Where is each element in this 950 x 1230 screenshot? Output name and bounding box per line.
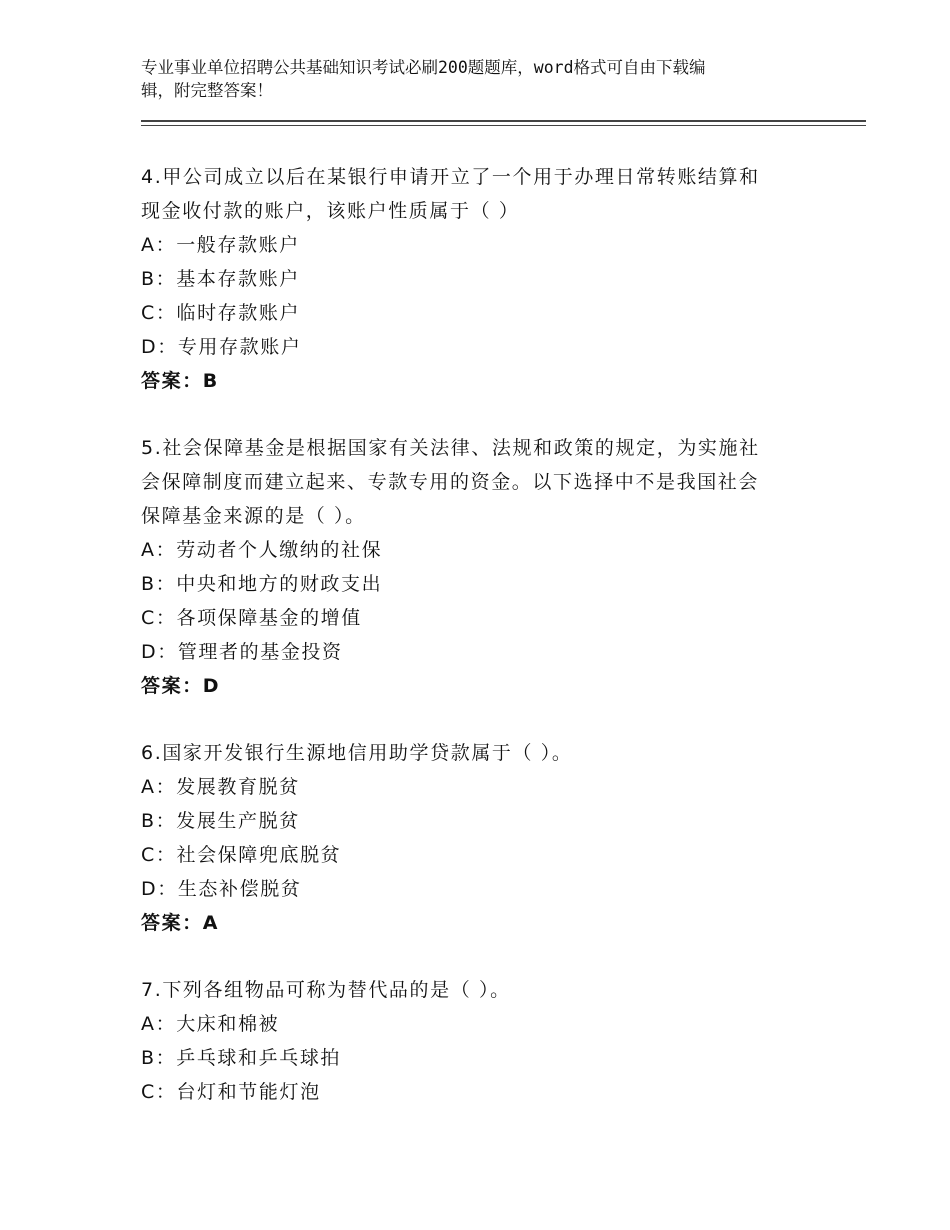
option-c: C：社会保障兜底脱贫	[141, 844, 342, 866]
header-line-1: 专业事业单位招聘公共基础知识考试必刷200题题库，word格式可自由下载编	[141, 58, 706, 77]
option-c: C：临时存款账户	[141, 302, 301, 324]
option-d: D：生态补偿脱贫	[141, 878, 302, 900]
question-stem-line: 4.甲公司成立以后在某银行申请开立了一个用于办理日常转账结算和	[141, 166, 760, 188]
option-a: A：劳动者个人缴纳的社保	[141, 539, 383, 561]
option-b: B：乒乓球和乒乓球拍	[141, 1047, 342, 1069]
question-stem-line: 7.下列各组物品可称为替代品的是（ ）。	[141, 979, 511, 1001]
question-stem-line: 6.国家开发银行生源地信用助学贷款属于（ ）。	[141, 742, 573, 764]
document-header	[141, 56, 791, 102]
option-c: C：台灯和节能灯泡	[141, 1081, 321, 1103]
header-rule-thin	[141, 125, 866, 126]
answer: 答案：A	[141, 912, 220, 934]
option-b: B：基本存款账户	[141, 268, 300, 290]
option-d: D：专用存款账户	[141, 336, 302, 358]
answer: 答案：D	[141, 675, 221, 697]
answer: 答案：B	[141, 370, 219, 392]
header-rule-thick	[141, 120, 866, 122]
option-d: D：管理者的基金投资	[141, 641, 343, 663]
question-6	[141, 736, 801, 940]
question-list	[141, 160, 801, 1109]
question-stem-line: 5.社会保障基金是根据国家有关法律、法规和政策的规定，为实施社	[141, 437, 760, 459]
option-c: C：各项保障基金的增值	[141, 607, 362, 629]
question-5	[141, 431, 801, 703]
question-stem-line: 现金收付款的账户，该账户性质属于（ ）	[141, 200, 520, 222]
option-a: A：一般存款账户	[141, 234, 300, 256]
question-4	[141, 160, 801, 398]
header-line-2: 辑，附完整答案！	[141, 81, 273, 100]
option-a: A：发展教育脱贫	[141, 776, 300, 798]
question-stem-line: 保障基金来源的是（ ）。	[141, 505, 366, 527]
option-b: B：发展生产脱贫	[141, 810, 300, 832]
option-b: B：中央和地方的财政支出	[141, 573, 383, 595]
option-a: A：大床和棉被	[141, 1013, 280, 1035]
question-stem-line: 会保障制度而建立起来、专款专用的资金。以下选择中不是我国社会	[141, 471, 760, 493]
question-7	[141, 973, 801, 1109]
